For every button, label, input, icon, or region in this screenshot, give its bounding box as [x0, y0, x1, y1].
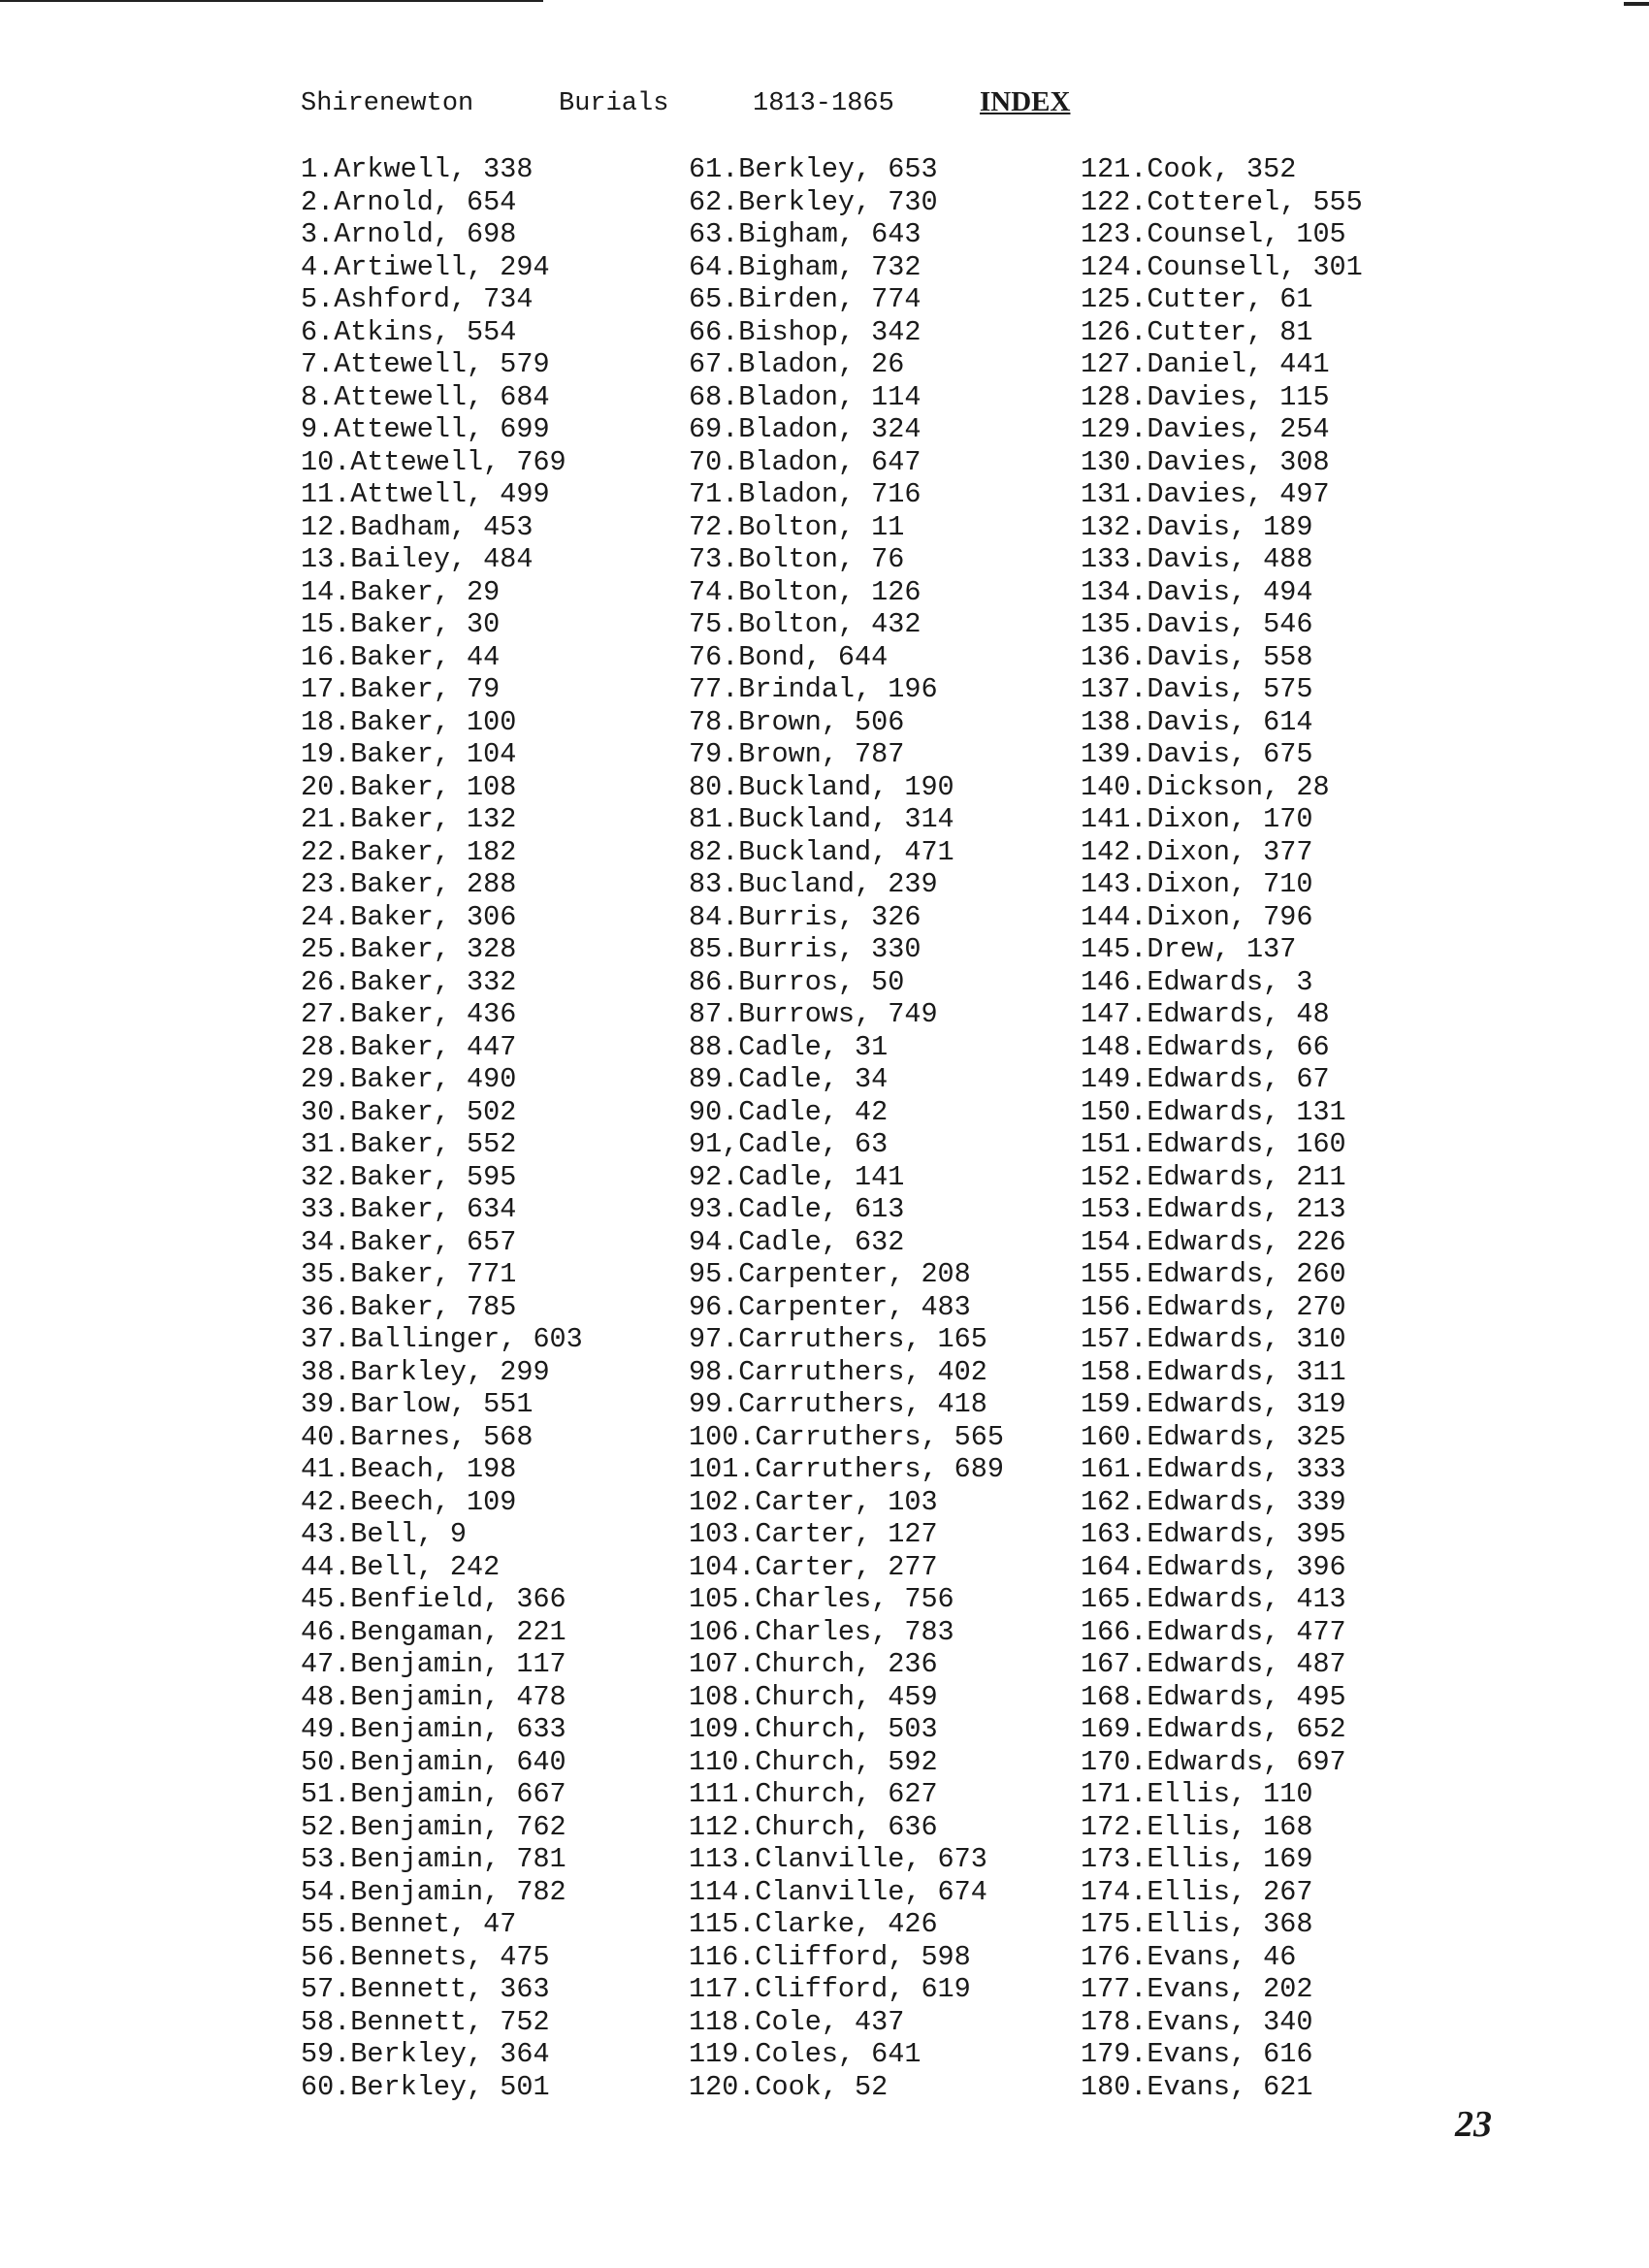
- index-entry: 119.Coles, 641: [689, 2038, 922, 2070]
- index-entry: 136.Davis, 558: [1081, 640, 1313, 673]
- index-entry: 173.Ellis, 169: [1081, 1843, 1313, 1875]
- index-entry: 162.Edwards, 339: [1081, 1485, 1346, 1518]
- index-entry: 102.Carter, 103: [689, 1485, 938, 1518]
- index-entry: 123.Counsel, 105: [1081, 218, 1346, 250]
- index-entry: 40.Barnes, 568: [301, 1420, 534, 1453]
- index-entry: 134.Davis, 494: [1081, 575, 1313, 608]
- index-entry: 62.Berkley, 730: [689, 185, 938, 218]
- index-entry: 107.Church, 236: [689, 1648, 938, 1680]
- index-entry: 126.Cutter, 81: [1081, 315, 1313, 348]
- index-column-1: [301, 153, 583, 2103]
- index-entry: 106.Charles, 783: [689, 1615, 954, 1648]
- index-entry: 80.Buckland, 190: [689, 770, 954, 803]
- index-entry: 13.Bailey, 484: [301, 543, 534, 575]
- index-entry: 158.Edwards, 311: [1081, 1355, 1346, 1388]
- index-entry: 170.Edwards, 697: [1081, 1745, 1346, 1778]
- index-entry: 161.Edwards, 333: [1081, 1453, 1346, 1485]
- index-entry: 1.Arkwell, 338: [301, 153, 534, 185]
- index-entry: 16.Baker, 44: [301, 640, 501, 673]
- index-entry: 128.Davies, 115: [1081, 380, 1330, 413]
- index-entry: 37.Ballinger, 603: [301, 1323, 583, 1355]
- index-entry: 65.Birden, 774: [689, 283, 922, 315]
- header-record-type: Burials: [559, 89, 669, 118]
- index-entry: 25.Baker, 328: [301, 933, 517, 965]
- index-entry: 117.Clifford, 619: [689, 1973, 971, 2005]
- index-entry: 132.Davis, 189: [1081, 510, 1313, 543]
- index-entry: 61.Berkley, 653: [689, 153, 938, 185]
- index-entry: 32.Baker, 595: [301, 1160, 517, 1193]
- index-entry: 33.Baker, 634: [301, 1193, 517, 1225]
- index-entry: 169.Edwards, 652: [1081, 1713, 1346, 1745]
- index-entry: 27.Baker, 436: [301, 998, 517, 1030]
- index-entry: 114.Clanville, 674: [689, 1875, 987, 1908]
- index-entry: 133.Davis, 488: [1081, 543, 1313, 575]
- index-entry: 74.Bolton, 126: [689, 575, 922, 608]
- index-entry: 137.Davis, 575: [1081, 673, 1313, 705]
- index-entry: 111.Church, 627: [689, 1778, 938, 1810]
- index-entry: 157.Edwards, 310: [1081, 1323, 1346, 1355]
- index-entry: 97.Carruthers, 165: [689, 1323, 987, 1355]
- index-entry: 90.Cadle, 42: [689, 1095, 889, 1128]
- index-entry: 78.Brown, 506: [689, 705, 905, 738]
- index-entry: 122.Cotterel, 555: [1081, 185, 1363, 218]
- index-entry: 87.Burrows, 749: [689, 998, 938, 1030]
- index-entry: 148.Edwards, 66: [1081, 1030, 1330, 1063]
- index-entry: 55.Bennet, 47: [301, 1908, 517, 1940]
- index-entry: 31.Baker, 552: [301, 1128, 517, 1160]
- index-entry: 154.Edwards, 226: [1081, 1225, 1346, 1258]
- index-entry: 120.Cook, 52: [689, 2070, 889, 2103]
- index-entry: 142.Dixon, 377: [1081, 835, 1313, 868]
- index-entry: 51.Benjamin, 667: [301, 1778, 566, 1810]
- index-entry: 138.Davis, 614: [1081, 705, 1313, 738]
- index-entry: 171.Ellis, 110: [1081, 1778, 1313, 1810]
- index-entry: 141.Dixon, 170: [1081, 803, 1313, 835]
- index-entry: 91,Cadle, 63: [689, 1128, 889, 1160]
- index-entry: 22.Baker, 182: [301, 835, 517, 868]
- index-entry: 28.Baker, 447: [301, 1030, 517, 1063]
- index-entry: 139.Davis, 675: [1081, 738, 1313, 770]
- index-entry: 77.Brindal, 196: [689, 673, 938, 705]
- index-entry: 46.Bengaman, 221: [301, 1615, 566, 1648]
- index-entry: 124.Counsell, 301: [1081, 250, 1363, 283]
- index-entry: 151.Edwards, 160: [1081, 1128, 1346, 1160]
- index-entry: 110.Church, 592: [689, 1745, 938, 1778]
- index-entry: 72.Bolton, 11: [689, 510, 905, 543]
- index-entry: 108.Church, 459: [689, 1680, 938, 1713]
- index-entry: 131.Davies, 497: [1081, 478, 1330, 510]
- index-entry: 34.Baker, 657: [301, 1225, 517, 1258]
- index-entry: 180.Evans, 621: [1081, 2070, 1313, 2103]
- index-entry: 45.Benfield, 366: [301, 1583, 566, 1615]
- top-edge-rule: [0, 0, 543, 2]
- index-entry: 103.Carter, 127: [689, 1518, 938, 1550]
- index-entry: 10.Attewell, 769: [301, 445, 566, 478]
- index-entry: 6.Atkins, 554: [301, 315, 517, 348]
- index-entry: 24.Baker, 306: [301, 900, 517, 933]
- index-column-2: [689, 153, 1004, 2103]
- index-entry: 164.Edwards, 396: [1081, 1550, 1346, 1583]
- index-entry: 52.Benjamin, 762: [301, 1810, 566, 1843]
- index-entry: 155.Edwards, 260: [1081, 1258, 1346, 1290]
- header-years: 1813-1865: [753, 89, 894, 118]
- index-entry: 115.Clarke, 426: [689, 1908, 938, 1940]
- index-entry: 149.Edwards, 67: [1081, 1063, 1330, 1095]
- index-entry: 73.Bolton, 76: [689, 543, 905, 575]
- index-entry: 15.Baker, 30: [301, 608, 501, 640]
- index-entry: 47.Benjamin, 117: [301, 1648, 566, 1680]
- page-number: 23: [1455, 2104, 1492, 2145]
- index-entry: 70.Bladon, 647: [689, 445, 922, 478]
- index-entry: 163.Edwards, 395: [1081, 1518, 1346, 1550]
- index-entry: 18.Baker, 100: [301, 705, 517, 738]
- index-entry: 140.Dickson, 28: [1081, 770, 1330, 803]
- index-entry: 66.Bishop, 342: [689, 315, 922, 348]
- index-entry: 3.Arnold, 698: [301, 218, 517, 250]
- index-entry: 129.Davies, 254: [1081, 413, 1330, 445]
- index-entry: 88.Cadle, 31: [689, 1030, 889, 1063]
- index-entry: 95.Carpenter, 208: [689, 1258, 971, 1290]
- index-entry: 121.Cook, 352: [1081, 153, 1297, 185]
- index-entry: 76.Bond, 644: [689, 640, 889, 673]
- index-entry: 101.Carruthers, 689: [689, 1453, 1004, 1485]
- index-entry: 104.Carter, 277: [689, 1550, 938, 1583]
- index-entry: 125.Cutter, 61: [1081, 283, 1313, 315]
- index-entry: 9.Attewell, 699: [301, 413, 550, 445]
- index-entry: 43.Bell, 9: [301, 1518, 468, 1550]
- index-entry: 20.Baker, 108: [301, 770, 517, 803]
- index-entry: 175.Ellis, 368: [1081, 1908, 1313, 1940]
- index-entry: 17.Baker, 79: [301, 673, 501, 705]
- index-entry: 100.Carruthers, 565: [689, 1420, 1004, 1453]
- index-entry: 112.Church, 636: [689, 1810, 938, 1843]
- index-entry: 167.Edwards, 487: [1081, 1648, 1346, 1680]
- index-entry: 135.Davis, 546: [1081, 608, 1313, 640]
- corner-mark: [1624, 2, 1649, 6]
- index-entry: 7.Attewell, 579: [301, 348, 550, 380]
- index-entry: 41.Beach, 198: [301, 1453, 517, 1485]
- index-entry: 63.Bigham, 643: [689, 218, 922, 250]
- index-entry: 21.Baker, 132: [301, 803, 517, 835]
- index-entry: 49.Benjamin, 633: [301, 1713, 566, 1745]
- index-entry: 44.Bell, 242: [301, 1550, 501, 1583]
- index-entry: 14.Baker, 29: [301, 575, 501, 608]
- index-entry: 159.Edwards, 319: [1081, 1388, 1346, 1420]
- index-entry: 105.Charles, 756: [689, 1583, 954, 1615]
- index-entry: 89.Cadle, 34: [689, 1063, 889, 1095]
- index-entry: 176.Evans, 46: [1081, 1940, 1297, 1973]
- index-entry: 116.Clifford, 598: [689, 1940, 971, 1973]
- header-title: INDEX: [980, 86, 1071, 117]
- index-entry: 150.Edwards, 131: [1081, 1095, 1346, 1128]
- index-entry: 69.Bladon, 324: [689, 413, 922, 445]
- index-entry: 165.Edwards, 413: [1081, 1583, 1346, 1615]
- index-entry: 4.Artiwell, 294: [301, 250, 550, 283]
- index-entry: 29.Baker, 490: [301, 1063, 517, 1095]
- index-entry: 2.Arnold, 654: [301, 185, 517, 218]
- index-entry: 152.Edwards, 211: [1081, 1160, 1346, 1193]
- header-place: Shirenewton: [301, 89, 474, 118]
- index-entry: 75.Bolton, 432: [689, 608, 922, 640]
- index-entry: 8.Attewell, 684: [301, 380, 550, 413]
- index-entry: 26.Baker, 332: [301, 965, 517, 998]
- index-entry: 23.Baker, 288: [301, 868, 517, 900]
- index-entry: 84.Burris, 326: [689, 900, 922, 933]
- index-entry: 118.Cole, 437: [689, 2005, 905, 2038]
- index-entry: 59.Berkley, 364: [301, 2038, 550, 2070]
- index-entry: 5.Ashford, 734: [301, 283, 534, 315]
- index-entry: 48.Benjamin, 478: [301, 1680, 566, 1713]
- index-entry: 67.Bladon, 26: [689, 348, 905, 380]
- index-entry: 146.Edwards, 3: [1081, 965, 1313, 998]
- index-entry: 12.Badham, 453: [301, 510, 534, 543]
- index-entry: 71.Bladon, 716: [689, 478, 922, 510]
- index-entry: 94.Cadle, 632: [689, 1225, 905, 1258]
- index-entry: 177.Evans, 202: [1081, 1973, 1313, 2005]
- index-entry: 92.Cadle, 141: [689, 1160, 905, 1193]
- index-entry: 153.Edwards, 213: [1081, 1193, 1346, 1225]
- index-entry: 53.Benjamin, 781: [301, 1843, 566, 1875]
- index-entry: 54.Benjamin, 782: [301, 1875, 566, 1908]
- index-column-3: [1081, 153, 1363, 2103]
- index-entry: 127.Daniel, 441: [1081, 348, 1330, 380]
- index-entry: 99.Carruthers, 418: [689, 1388, 987, 1420]
- index-entry: 168.Edwards, 495: [1081, 1680, 1346, 1713]
- index-entry: 42.Beech, 109: [301, 1485, 517, 1518]
- index-entry: 109.Church, 503: [689, 1713, 938, 1745]
- index-entry: 36.Baker, 785: [301, 1290, 517, 1323]
- index-entry: 56.Bennets, 475: [301, 1940, 550, 1973]
- index-entry: 147.Edwards, 48: [1081, 998, 1330, 1030]
- index-entry: 35.Baker, 771: [301, 1258, 517, 1290]
- index-entry: 160.Edwards, 325: [1081, 1420, 1346, 1453]
- index-entry: 172.Ellis, 168: [1081, 1810, 1313, 1843]
- index-entry: 96.Carpenter, 483: [689, 1290, 971, 1323]
- index-entry: 83.Bucland, 239: [689, 868, 938, 900]
- index-entry: 68.Bladon, 114: [689, 380, 922, 413]
- index-entry: 156.Edwards, 270: [1081, 1290, 1346, 1323]
- index-entry: 81.Buckland, 314: [689, 803, 954, 835]
- index-entry: 174.Ellis, 267: [1081, 1875, 1313, 1908]
- index-entry: 113.Clanville, 673: [689, 1843, 987, 1875]
- index-entry: 166.Edwards, 477: [1081, 1615, 1346, 1648]
- index-entry: 79.Brown, 787: [689, 738, 905, 770]
- index-entry: 179.Evans, 616: [1081, 2038, 1313, 2070]
- index-entry: 50.Benjamin, 640: [301, 1745, 566, 1778]
- index-entry: 143.Dixon, 710: [1081, 868, 1313, 900]
- index-entry: 57.Bennett, 363: [301, 1973, 550, 2005]
- index-entry: 178.Evans, 340: [1081, 2005, 1313, 2038]
- index-entry: 64.Bigham, 732: [689, 250, 922, 283]
- index-entry: 98.Carruthers, 402: [689, 1355, 987, 1388]
- index-entry: 39.Barlow, 551: [301, 1388, 534, 1420]
- index-entry: 82.Buckland, 471: [689, 835, 954, 868]
- index-entry: 30.Baker, 502: [301, 1095, 517, 1128]
- index-entry: 85.Burris, 330: [689, 933, 922, 965]
- index-entry: 38.Barkley, 299: [301, 1355, 550, 1388]
- index-entry: 58.Bennett, 752: [301, 2005, 550, 2038]
- index-entry: 11.Attwell, 499: [301, 478, 550, 510]
- index-entry: 60.Berkley, 501: [301, 2070, 550, 2103]
- index-entry: 144.Dixon, 796: [1081, 900, 1313, 933]
- index-entry: 130.Davies, 308: [1081, 445, 1330, 478]
- index-entry: 93.Cadle, 613: [689, 1193, 905, 1225]
- index-entry: 19.Baker, 104: [301, 738, 517, 770]
- index-entry: 145.Drew, 137: [1081, 933, 1297, 965]
- index-entry: 86.Burros, 50: [689, 965, 905, 998]
